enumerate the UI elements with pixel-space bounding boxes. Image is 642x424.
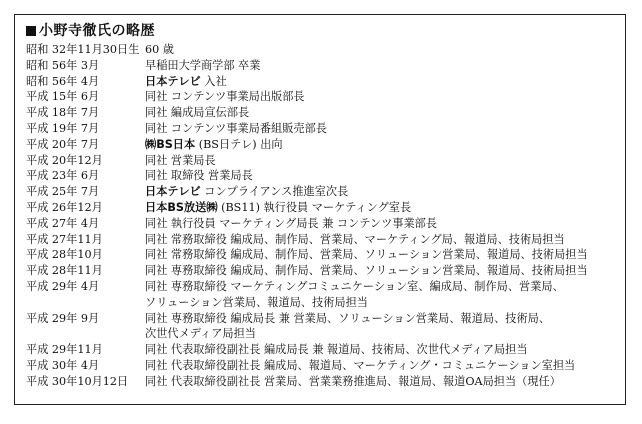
career-date: 昭和 32年11月30日生 <box>26 43 140 56</box>
career-description: 同社 専務取締役 編成局長 兼 営業局、ソリューション営業局、報道局、技術局、 <box>145 311 551 325</box>
career-description: 次世代メディア局担当 <box>145 327 256 341</box>
career-date: 平成 19年 7月 <box>26 122 100 135</box>
career-description: 同社 コンテンツ事業局出版部長 <box>145 90 305 104</box>
company-name: 日本テレビ <box>145 74 201 88</box>
career-date: 平成 25年 7月 <box>26 185 100 199</box>
career-description: 同社 専務取締役 編成局、制作局、営業局、ソリューション営業局、報道局、技術局担当 <box>145 264 588 278</box>
career-description: 同社 常務取締役 編成局、制作局、営業局、マーケティング局、報道局、技術局担当 <box>145 232 565 246</box>
career-date: 平成 30年 4月 <box>26 359 100 372</box>
career-description: 同社 常務取締役 編成局、制作局、営業局、ソリューション営業局、報道局、技術局担当 <box>145 248 588 262</box>
career-date: 平成 18年 7月 <box>26 106 100 120</box>
square-bullet-icon <box>26 26 36 36</box>
career-description: 同社 取締役 営業局長 <box>145 169 253 183</box>
career-description: 同社 代表取締役副社長 編成局、報道局、マーケティング・コミュニケーション室担当 <box>145 359 576 372</box>
career-description: 同社 編成局宣伝部長 <box>145 106 250 120</box>
career-description: 同社 コンテンツ事業局番組販売部長 <box>145 122 327 135</box>
career-description: 同社 執行役員 マーケティング局長 兼 コンテンツ事業部長 <box>145 216 438 230</box>
page-title <box>26 20 155 40</box>
career-date: 平成 23年 6月 <box>26 169 100 183</box>
career-date: 平成 27年11月 <box>26 232 103 246</box>
career-date: 平成 15年 6月 <box>26 90 100 104</box>
career-description: 日本BS放送㈱ (BS11) 執行役員 マーケティング室長 <box>145 201 412 214</box>
title-text: 小野寺徹氏の略歴 <box>39 23 155 39</box>
company-name: 日本テレビ <box>145 185 201 199</box>
career-date: 昭和 56年 4月 <box>26 74 100 88</box>
company-name: 日本BS放送㈱ <box>145 201 218 214</box>
career-date: 平成 29年11月 <box>26 343 103 357</box>
career-description: 同社 代表取締役副社長 編成局長 兼 報道局、技術局、次世代メディア局担当 <box>145 343 528 357</box>
career-description: ソリューション営業局、報道局、技術局担当 <box>145 295 368 309</box>
career-date: 昭和 56年 3月 <box>26 58 100 72</box>
career-date: 平成 30年10月12日 <box>26 374 129 388</box>
career-description: 日本テレビ 入社 <box>145 74 227 88</box>
career-date: 平成 29年 4月 <box>26 280 100 293</box>
career-date: 平成 20年 7月 <box>26 137 100 151</box>
career-description: 早稲田大学商学部 卒業 <box>145 58 261 72</box>
career-description: 同社 代表取締役副社長 営業局、営業業務推進局、報道局、報道OA局担当（現任） <box>145 374 561 388</box>
company-name: ㈱BS日本 <box>145 137 196 151</box>
career-description: ㈱BS日本 (BS日テレ) 出向 <box>145 137 283 151</box>
career-description: 60 歳 <box>145 43 174 56</box>
career-date: 平成 28年11月 <box>26 264 103 278</box>
career-date: 平成 20年12月 <box>26 153 103 167</box>
career-description: 同社 営業局長 <box>145 153 216 167</box>
career-description: 日本テレビ コンプライアンス推進室次長 <box>145 185 349 199</box>
career-date: 平成 26年12月 <box>26 201 103 214</box>
career-date: 平成 27年 4月 <box>26 216 100 230</box>
career-date: 平成 29年 9月 <box>26 311 100 325</box>
career-description: 同社 専務取締役 マーケティングコミュニケーション室、編成局、制作局、営業局、 <box>145 280 564 293</box>
career-date: 平成 28年10月 <box>26 248 103 262</box>
